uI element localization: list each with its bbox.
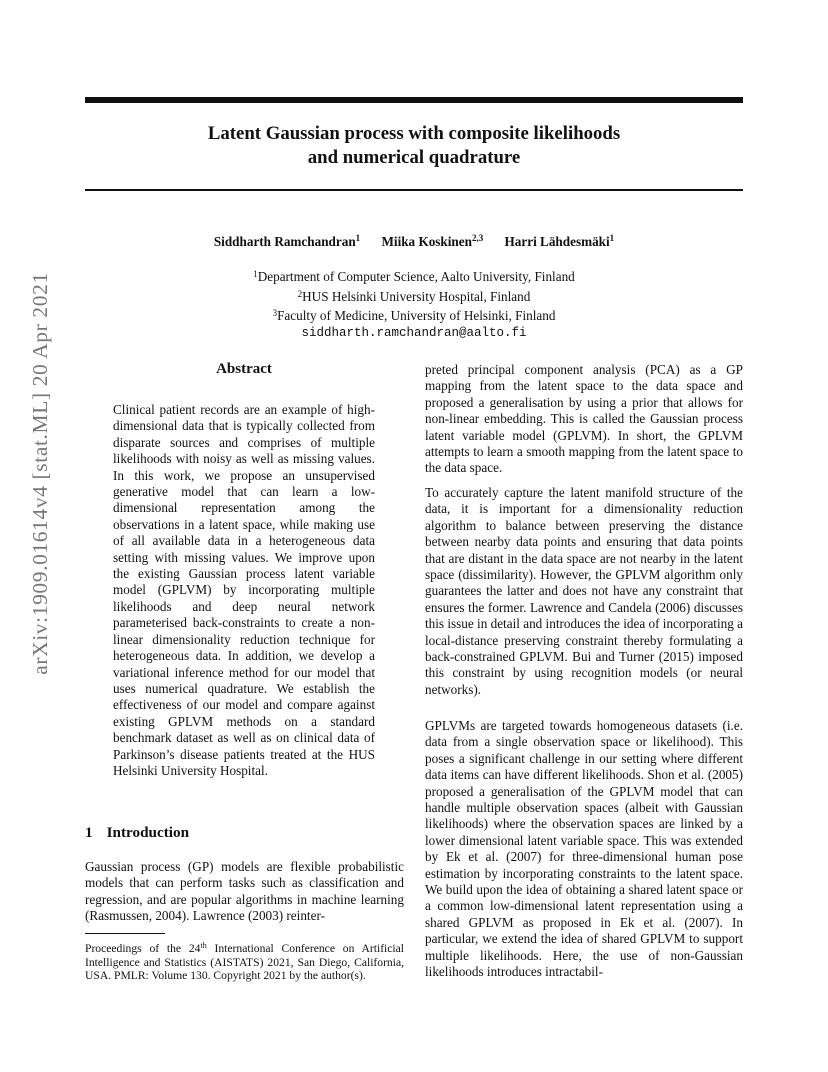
introduction-paragraph: Gaussian process (GP) models are flexible probabilistic models that can perform tasks such as classification and regression, and are popular algorithms in machine learning (Rasmussen, 2004). Lawrence (2003) reinter- bbox=[85, 859, 404, 924]
section-number: 1 bbox=[85, 824, 93, 841]
footnote-rule bbox=[85, 933, 165, 934]
author-2: Miika Koskinen$^{2,3}$ bbox=[381, 233, 484, 249]
section-heading-introduction bbox=[85, 824, 189, 842]
title-line-1: Latent Gaussian process with composite likelihoods bbox=[207, 123, 621, 144]
arxiv-id-text: arXiv:1909.01614v4 [stat.ML] 20 Apr 2021 bbox=[27, 271, 52, 675]
affiliation-1: $^1$Department of Computer Science, Aalto University, Finland bbox=[253, 269, 575, 284]
affiliation-2: $^2$HUS Helsinki University Hospital, Finland bbox=[297, 288, 531, 304]
affiliation-list bbox=[85, 266, 743, 341]
proceedings-footnote: Proceedings of the 24th International Conference on Artificial Intelligence and Statistics (AISTATS) 2021, San Diego, California, USA. PMLR: Volume 130. Copyright 2021 by the author(s). bbox=[85, 941, 405, 983]
author-1: Siddharth Ramchandran$^1$ bbox=[213, 233, 361, 249]
title-rule-bottom bbox=[85, 189, 743, 191]
right-column-paragraph-1: preted principal component analysis (PCA) as a GP mapping from the latent space to the data space and proposed a generalisation by using a prior that allows for non-linear embedding. This is called the Gaussian process latent variable model (GPLVM). In short, the GPLVM attempts to learn a smooth mapping from the latent space to the data space. bbox=[425, 362, 743, 476]
right-column-paragraph-3: GPLVMs are targeted towards homogeneous datasets (i.e. data from a single observation space or likelihood). This poses a significant challenge in our setting where different data items can have different likelihoods. Shon et al. (2005) proposed a generalisation of the GPLVM model that can handle multiple observation spaces (albeit with Gaussian likelihoods) where the observation spaces are linked by a lower dimensional latent variable space. This was extended by Ek et al. (2007) for three-dimensional human pose estimation by incorporating constraints to the latent space. We build upon the idea of obtaining a shared latent space or a common low-dimensional latent representation using a shared GPLVM as proposed in Ek et al. (2007). In particular, we extend the idea of shared GPLVM to support multiple likelihoods. Here, the use of non-Gaussian likelihoods introduces intractabil- bbox=[425, 718, 743, 980]
contact-email: siddharth.ramchandran@aalto.fi bbox=[301, 325, 527, 340]
author-list bbox=[85, 233, 743, 250]
author-3: Harri Lähdesmäki$^1$ bbox=[504, 233, 615, 249]
affiliation-3: $^3$Faculty of Medicine, University of Helsinki, Finland bbox=[272, 308, 556, 323]
abstract-heading: Abstract bbox=[216, 361, 272, 377]
title-line-2: and numerical quadrature bbox=[307, 147, 521, 168]
abstract-body: Clinical patient records are an example of high-dimensional data that is typically collected from disparate sources and comprises of multiple likelihoods with noisy as well as missing values. In this work, we propose an unsupervised generative model that can learn a low-dimensional representation among the observations in a latent space, while making use of all available data in a heterogeneous data setting with missing values. We improve upon the existing Gaussian process latent variable model (GPLVM) by incorporating multiple likelihoods and deep neural network parameterised back-constraints to create a non-linear dimensionality reduction technique for heterogeneous data. In addition, we develop a variational inference method for our model that uses numerical quadrature. We establish the effectiveness of our model and compare against existing GPLVM methods on a standard benchmark dataset as well as on clinical data of Parkinson’s disease patients treated at the HUS Helsinki University Hospital. bbox=[113, 402, 375, 778]
arxiv-sidebar-identifier bbox=[22, 271, 58, 675]
title-rule-top bbox=[85, 97, 743, 103]
right-column-paragraph-2: To accurately capture the latent manifold structure of the data, it is important for a dimensionality reduction algorithm to balance between preserving the distance between nearby data points and ensuring that data points that are distant in the data space are not nearby in the latent space (dissimilarity). However, the GPLVM algorithm only guarantees the latter and does not have any constraint that ensures the former. Lawrence and Candela (2006) discusses this issue in detail and introduces the idea of incorporating a local-distance preserving constraint thereby formulating a back-constrained GPLVM. Bui and Turner (2015) imposed this constraint by using recognition models (or neural networks). bbox=[425, 485, 743, 697]
paper-title bbox=[85, 122, 743, 170]
section-title: Introduction bbox=[106, 824, 190, 841]
